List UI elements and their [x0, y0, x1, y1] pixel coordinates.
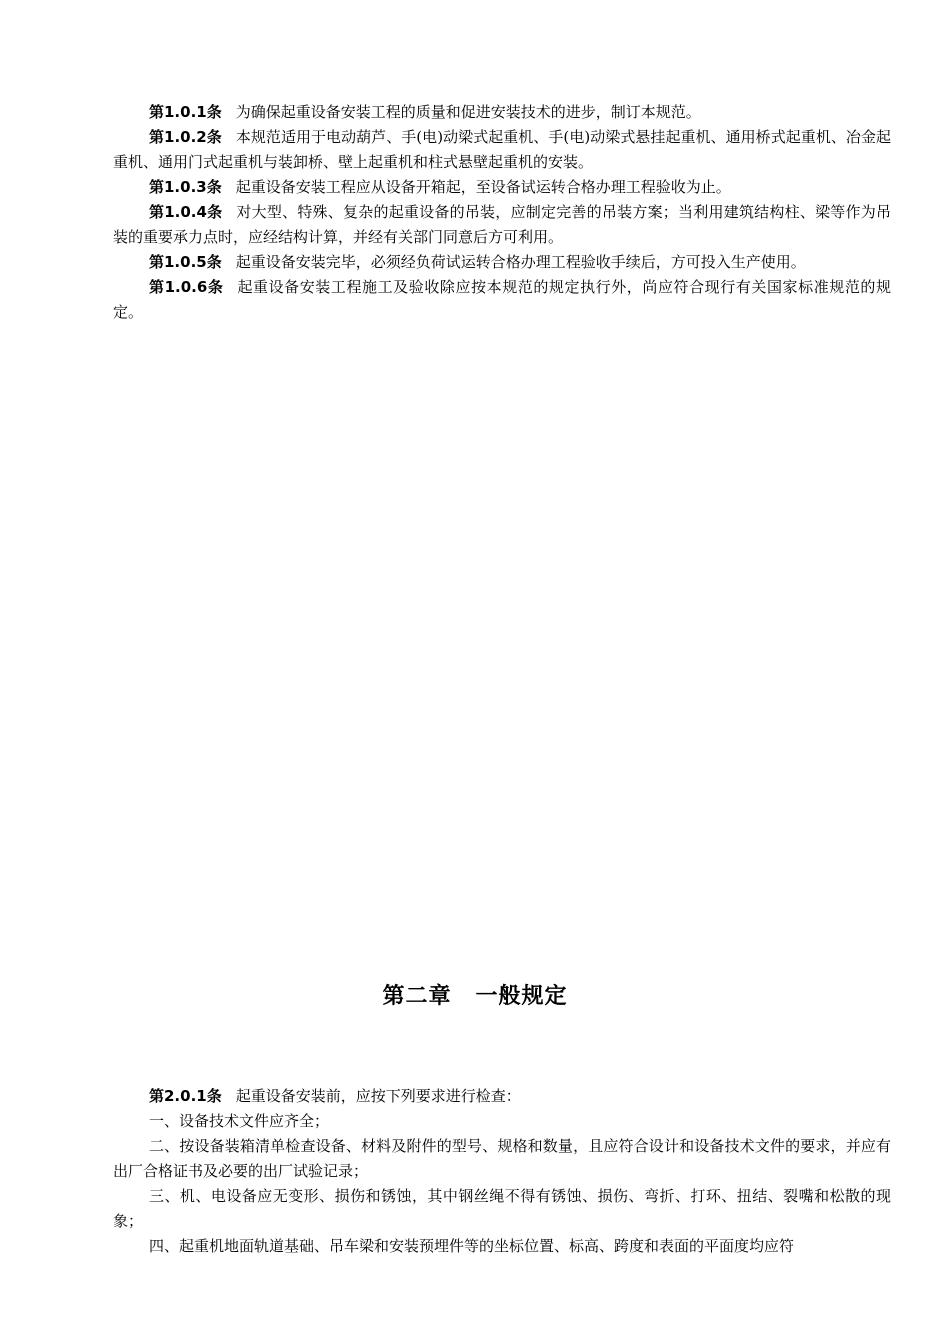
article-1-0-1 — [113, 100, 891, 125]
article-text: 本规范适用于电动葫芦、手(电)动梁式起重机、手(电)动梁式悬挂起重机、通用桥式起重机、冶金起重机、通用门式起重机与装卸桥、壁上起重机和柱式悬壁起重机的安装。 — [113, 128, 891, 171]
article-1-0-6 — [113, 275, 891, 325]
article-number: 第1.0.5条 — [149, 253, 222, 271]
article-number: 第1.0.3条 — [149, 178, 222, 196]
list-item: 一、设备技术文件应齐全； — [149, 1112, 330, 1130]
article-number: 第1.0.6条 — [149, 278, 224, 296]
article-text: 起重设备安装工程施工及验收除应按本规范的规定执行外，尚应符合现行有关国家标准规范的规定。 — [113, 278, 891, 321]
article-number: 第1.0.2条 — [149, 128, 222, 146]
list-item: 四、起重机地面轨道基础、吊车梁和安装预埋件等的坐标位置、标高、跨度和表面的平面度均应符 — [149, 1237, 795, 1255]
article-text: 对大型、特殊、复杂的起重设备的吊装，应制定完善的吊装方案；当利用建筑结构柱、梁等作为吊装的重要承力点时，应经结构计算，并经有关部门同意后方可利用。 — [113, 203, 891, 246]
article-1-0-3 — [113, 175, 891, 200]
list-item: 三、机、电设备应无变形、损伤和锈蚀，其中钢丝绳不得有锈蚀、损伤、弯折、打环、扭结、裂嘴和松散的现象； — [113, 1187, 891, 1230]
article-text: 起重设备安装完毕，必须经负荷试运转合格办理工程验收手续后，方可投入生产使用。 — [235, 253, 806, 271]
article-2-0-1 — [113, 1084, 891, 1109]
article-1-0-5 — [113, 250, 891, 275]
chapter-title: 一般规定 — [475, 984, 568, 1009]
article-1-0-4 — [113, 200, 891, 250]
article-1-0-2 — [113, 125, 891, 175]
chapter-heading — [0, 982, 950, 1012]
article-number: 第1.0.4条 — [149, 203, 223, 221]
article-text: 为确保起重设备安装工程的质量和促进安装技术的进步，制订本规范。 — [235, 103, 701, 121]
article-text: 起重设备安装工程应从设备开箱起，至设备试运转合格办理工程验收为止。 — [235, 178, 731, 196]
article-text: 起重设备安装前，应按下列要求进行检查： — [235, 1087, 521, 1105]
chapter-number: 第二章 — [382, 984, 452, 1009]
list-item: 二、按设备装箱清单检查设备、材料及附件的型号、规格和数量，且应符合设计和设备技术文件的要求，并应有出厂合格证书及必要的出厂试验记录； — [113, 1137, 891, 1180]
article-number: 第2.0.1条 — [149, 1087, 222, 1105]
article-number: 第1.0.1条 — [149, 103, 222, 121]
